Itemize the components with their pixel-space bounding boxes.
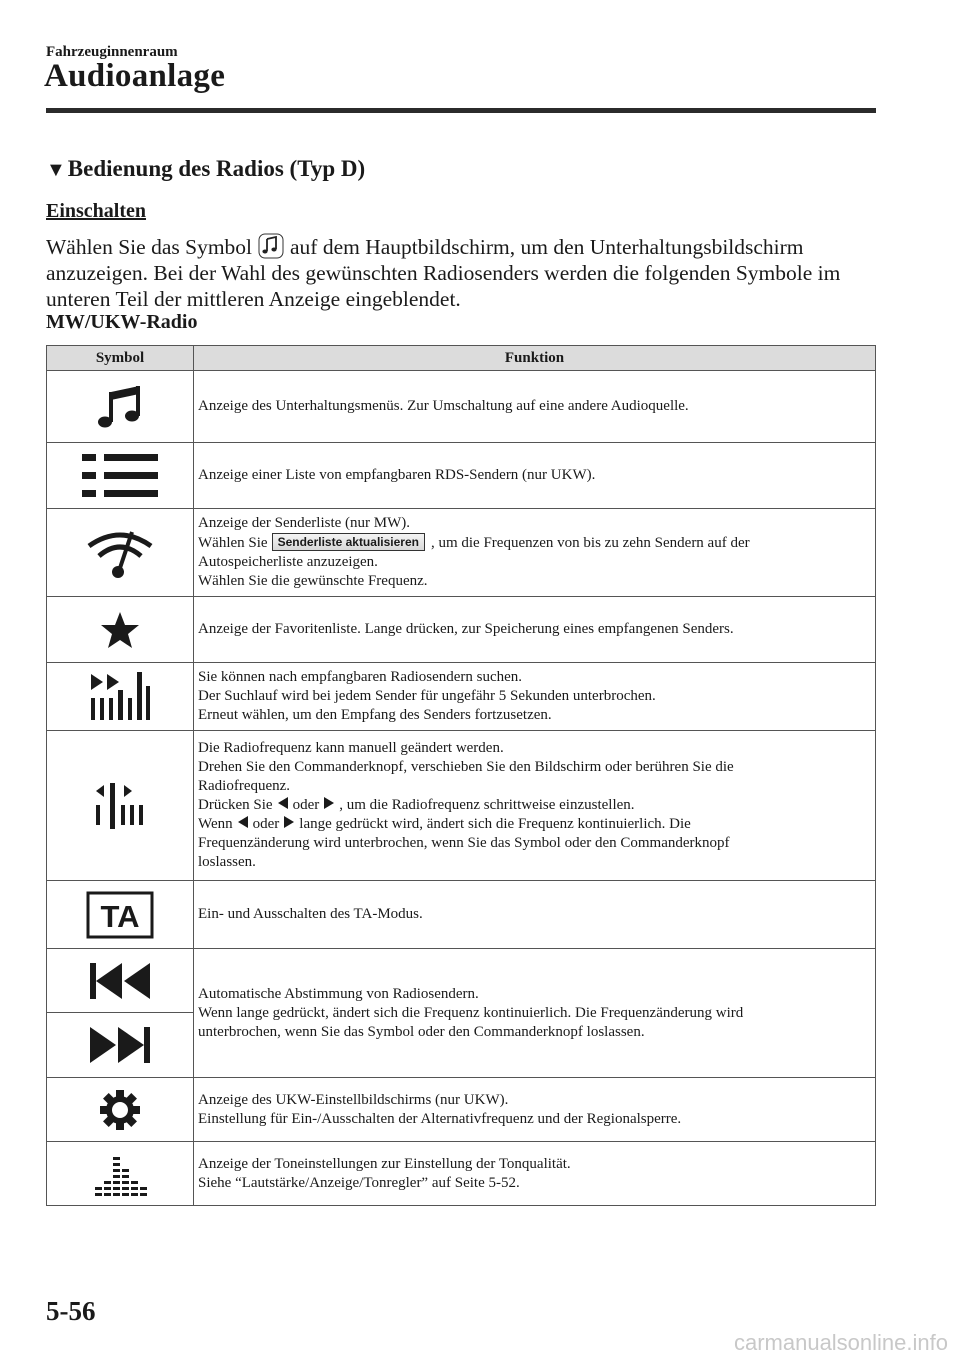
equalizer-segment [131, 1193, 138, 1196]
function-text: Drehen Sie den Commanderknopf, verschieben Sie den Bildschirm oder berühren Sie die [198, 759, 734, 775]
text-fragment: oder [252, 816, 280, 832]
text-fragment: oder [292, 797, 320, 813]
function-cell [194, 597, 876, 663]
symbol-cell [47, 949, 194, 1078]
arrow-right-icon [323, 796, 335, 810]
equalizer-segment [131, 1181, 138, 1184]
function-text: Ein- und Ausschalten des TA-Modus. [198, 906, 423, 922]
arrow-left-icon [237, 815, 249, 829]
header-symbol: Symbol [47, 346, 194, 371]
symbol-cell [47, 443, 194, 509]
radio-symbol-table [46, 345, 876, 1206]
function-text: Anzeige der Toneinstellungen zur Einstellung der Tonqualität. [198, 1155, 571, 1172]
equalizer-segment [122, 1187, 129, 1190]
list-icon [80, 452, 160, 500]
equalizer-segment [113, 1157, 120, 1160]
equalizer-segment [113, 1187, 120, 1190]
chapter-label: Fahrzeuginnenraum [46, 44, 178, 60]
table-row [47, 881, 876, 949]
text-fragment: , um die Frequenzen von bis zu zehn Sendern auf der [430, 535, 750, 551]
equalizer-segment [104, 1187, 111, 1190]
function-text: Wenn lange gedrückt, ändert sich die Frequenz kontinuierlich. Die Frequenzänderung wird [198, 1004, 744, 1021]
equalizer-icon [93, 1151, 147, 1197]
title-divider [46, 108, 876, 113]
intro-paragraph [46, 233, 886, 312]
music-note-icon [258, 233, 284, 259]
function-text: Frequenzänderung wird unterbrochen, wenn Sie das Symbol oder den Commanderknopf [198, 835, 730, 851]
function-text: Autospeicherliste anzuzeigen. [198, 554, 378, 570]
equalizer-segment [113, 1169, 120, 1172]
equalizer-segment [140, 1187, 147, 1190]
function-text: Die Radiofrequenz kann manuell geändert werden. [198, 740, 504, 756]
symbol-cell [47, 731, 194, 881]
seek-back-cell [47, 949, 193, 1013]
function-cell [194, 949, 876, 1078]
page-number: 5-56 [46, 1296, 96, 1326]
text-fragment: , um die Radiofrequenz schrittweise einzustellen. [339, 797, 635, 813]
station-list-icon [85, 526, 155, 580]
equalizer-segment [104, 1181, 111, 1184]
symbol-cell [47, 663, 194, 731]
function-text: Erneut wählen, um den Empfang des Senders fortzusetzen. [198, 707, 552, 723]
equalizer-segment [122, 1181, 129, 1184]
table-row [47, 371, 876, 443]
table-row [47, 509, 876, 597]
intro-after-icon: auf dem Hauptbildschirm, um den Unterhaltungsbildschirm anzuzeigen. Bei der Wahl des gewünschten Radiosenders werden die folgenden Symbole im unteren Teil der mittleren Anzeige eingeblendet. [46, 235, 841, 311]
function-text: Automatische Abstimmung von Radiosendern. [198, 985, 479, 1002]
intro-before-icon: Wählen Sie das Symbol [46, 235, 253, 259]
equalizer-segment [95, 1193, 102, 1196]
function-text [198, 533, 867, 553]
arrow-right-icon [283, 815, 295, 829]
function-text: Radiofrequenz. [198, 778, 291, 794]
equalizer-segment [122, 1169, 129, 1172]
equalizer-segment [113, 1175, 120, 1178]
update-station-list-button: Senderliste aktualisieren [272, 533, 425, 551]
function-cell [194, 731, 876, 881]
seek-back-icon [88, 961, 152, 1001]
symbol-cell [47, 881, 194, 949]
equalizer-segment [122, 1193, 129, 1196]
symbol-cell [47, 597, 194, 663]
equalizer-segment [95, 1187, 102, 1190]
function-text: Einstellung für Ein-/Ausschalten der Alternativfrequenz und der Regionalsperre. [198, 1110, 682, 1127]
gear-icon [99, 1089, 141, 1131]
ta-icon [86, 891, 154, 939]
symbol-cell [47, 1142, 194, 1206]
function-text: unterbrochen, wenn Sie das Symbol oder den Commanderknopf loslassen. [198, 1023, 645, 1040]
function-cell [194, 443, 876, 509]
symbol-cell [47, 1078, 194, 1142]
equalizer-segment [104, 1193, 111, 1196]
equalizer-segment [113, 1163, 120, 1166]
header-function: Funktion [194, 346, 876, 371]
seek-forward-cell [47, 1013, 193, 1077]
star-icon [100, 611, 140, 649]
function-cell [194, 509, 876, 597]
function-text: Anzeige des Unterhaltungsmenüs. Zur Umschaltung auf eine andere Audioquelle. [198, 398, 689, 414]
equalizer-segment [113, 1181, 120, 1184]
table-row [47, 1142, 876, 1206]
equalizer-segment [113, 1193, 120, 1196]
text-fragment: Wählen Sie [198, 535, 268, 551]
arrow-left-icon [277, 796, 289, 810]
function-text [198, 815, 867, 834]
function-text: Anzeige der Favoritenliste. Lange drücken, zur Speicherung eines empfangenen Senders. [198, 621, 734, 637]
equalizer-segment [122, 1175, 129, 1178]
ta-icon-text: TA [100, 898, 140, 934]
section-title: Bedienung des Radios (Typ D) [67, 156, 366, 181]
table-row [47, 731, 876, 881]
equalizer-segment [131, 1187, 138, 1190]
function-text [198, 796, 867, 815]
music-note-icon [93, 384, 147, 430]
function-text: Siehe “Lautstärke/Anzeige/Tonregler” auf Seite 5-52. [198, 1174, 520, 1191]
function-text: Wählen Sie die gewünschte Frequenz. [198, 573, 428, 589]
function-cell [194, 881, 876, 949]
function-text: Anzeige einer Liste von empfangbaren RDS-Sendern (nur UKW). [198, 467, 596, 483]
table-row [47, 597, 876, 663]
text-fragment: Wenn [198, 816, 233, 832]
function-cell [194, 371, 876, 443]
function-text: Der Suchlauf wird bei jedem Sender für ungefähr 5 Sekunden unterbrochen. [198, 688, 656, 704]
text-fragment: Drücken Sie [198, 797, 273, 813]
down-triangle-icon: ▼ [46, 159, 66, 181]
subheading: Einschalten [46, 200, 147, 222]
text-fragment: lange gedrückt wird, ändert sich die Frequenz kontinuierlich. Die [299, 816, 691, 832]
function-text: loslassen. [198, 854, 256, 870]
watermark: carmanualsonline.info [733, 1330, 948, 1355]
symbol-cell [47, 371, 194, 443]
table-row [47, 663, 876, 731]
manual-tune-icon [94, 783, 146, 829]
seek-forward-icon [88, 1025, 152, 1065]
table-row [47, 443, 876, 509]
function-text: Sie können nach empfangbaren Radiosendern suchen. [198, 669, 523, 685]
function-text: Anzeige der Senderliste (nur MW). [198, 515, 411, 531]
scan-icon [89, 672, 151, 722]
page-title: Audioanlage [44, 58, 226, 94]
table-row [47, 949, 876, 1078]
function-cell [194, 663, 876, 731]
radio-heading: MW/UKW-Radio [46, 311, 198, 333]
symbol-cell [47, 509, 194, 597]
function-cell [194, 1142, 876, 1206]
function-text: Anzeige des UKW-Einstellbildschirms (nur UKW). [198, 1091, 509, 1108]
equalizer-segment [140, 1193, 147, 1196]
table-header-row [47, 346, 876, 371]
table-row [47, 1078, 876, 1142]
function-cell [194, 1078, 876, 1142]
section-heading [46, 156, 365, 182]
